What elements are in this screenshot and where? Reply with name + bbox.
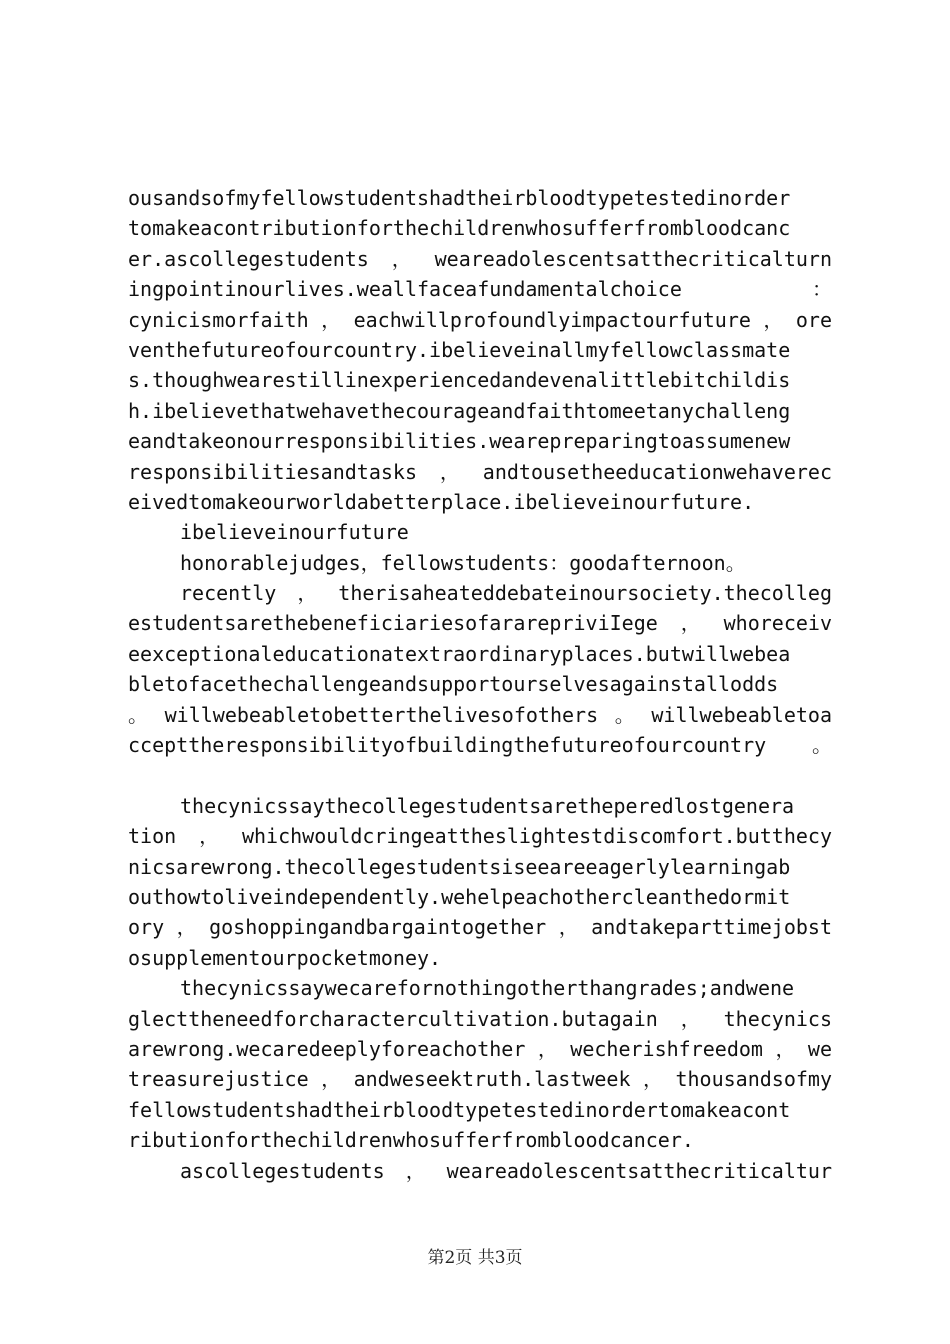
text-line: er.ascollegestudents，weareadolescentsatthecriticalturn xyxy=(128,246,832,271)
text-line: fellowstudentshadtheirbloodtypetestedinordertomakeacont xyxy=(128,1097,791,1122)
text-line: ascollegestudents，weareadolescentsatthecriticaltur xyxy=(180,1158,832,1183)
text-line: glecttheneedforcharactercultivation.butagain，thecynics xyxy=(128,1006,832,1031)
text-line: responsibilitiesandtasks，andtousetheeducationwehaverec xyxy=(128,459,832,484)
page-footer: 第2页 共3页 xyxy=(427,1248,523,1268)
text-line: arewrong.wecaredeeplyforeachother，wecherishfreedom，we xyxy=(128,1036,832,1061)
text-line: venthefutureofourcountry.ibelieveinallmyfellowclassmate xyxy=(128,337,791,362)
paragraph-spacer xyxy=(128,760,832,790)
text-line: nicsarewrong.thecollegestudentsiseeareeagerlylearningab xyxy=(128,854,791,879)
text-line: thecynicssaythecollegestudentsaretheperedlostgenera xyxy=(180,793,795,818)
text-line: estudentsarethebeneficiariesofararepriviIege，whoreceiv xyxy=(128,611,832,636)
text-line: tion，whichwouldcringeattheslightestdiscomfort.butthecy xyxy=(128,824,832,849)
text-line: cynicismorfaith，eachwillprofoundlyimpactourfuture，ore xyxy=(128,307,832,332)
text-line: s.thoughwearestillinexperiencedandevenalittlebitchildis xyxy=(128,368,791,393)
text-line: 。willwebeabletobetterthelivesofothers。willwebeabletoa xyxy=(128,702,832,727)
salutation-line: honorablejudges，fellowstudents：goodafternoon。 xyxy=(180,550,746,575)
text-line: h.ibelievethatwehavethecourageandfaithtomeetanychalleng xyxy=(128,398,791,423)
text-line: treasurejustice，andweseektruth.lastweek，thousandsofmy xyxy=(128,1067,832,1092)
text-line: outhowtoliveindependently.wehelpeachothercleanthedormit xyxy=(128,884,791,909)
text-line: thecynicssaywecarefornothingotherthangrades;andwene xyxy=(180,976,795,1001)
text-line: ousandsofmyfellowstudentshadtheirbloodtypetestedinorder xyxy=(128,186,791,210)
section-heading: ibelieveinourfuture xyxy=(180,520,409,545)
text-line: osupplementourpocketmoney. xyxy=(128,945,442,970)
text-line: ccepttheresponsibilityofbuildingthefutureofourcountry。 xyxy=(128,733,832,758)
document-body xyxy=(128,183,832,1186)
text-line: ributionforthechildrenwhosufferfrombloodcancer. xyxy=(128,1128,694,1153)
text-line: tomakeacontributionforthechildrenwhosufferfrombloodcanc xyxy=(128,216,791,241)
text-line: eivedtomakeourworldabetterplace.ibelieveinourfuture. xyxy=(128,489,755,514)
text-line: eexceptionaleducationatextraordinaryplaces.butwillwebea xyxy=(128,641,791,666)
text-line: ory，goshoppingandbargaintogether，andtakeparttimejobst xyxy=(128,915,832,940)
text-line: bletofacethechallengeandsupportourselvesagainstallodds xyxy=(128,672,779,697)
text-line: eandtakeonourresponsibilities.wearepreparingtoassumenew xyxy=(128,429,791,454)
text-line: recently，therisaheateddebateinoursociety.thecolleg xyxy=(180,581,832,606)
text-line: ingpointinourlives.weallfaceafundamentalchoice ： xyxy=(128,277,832,302)
